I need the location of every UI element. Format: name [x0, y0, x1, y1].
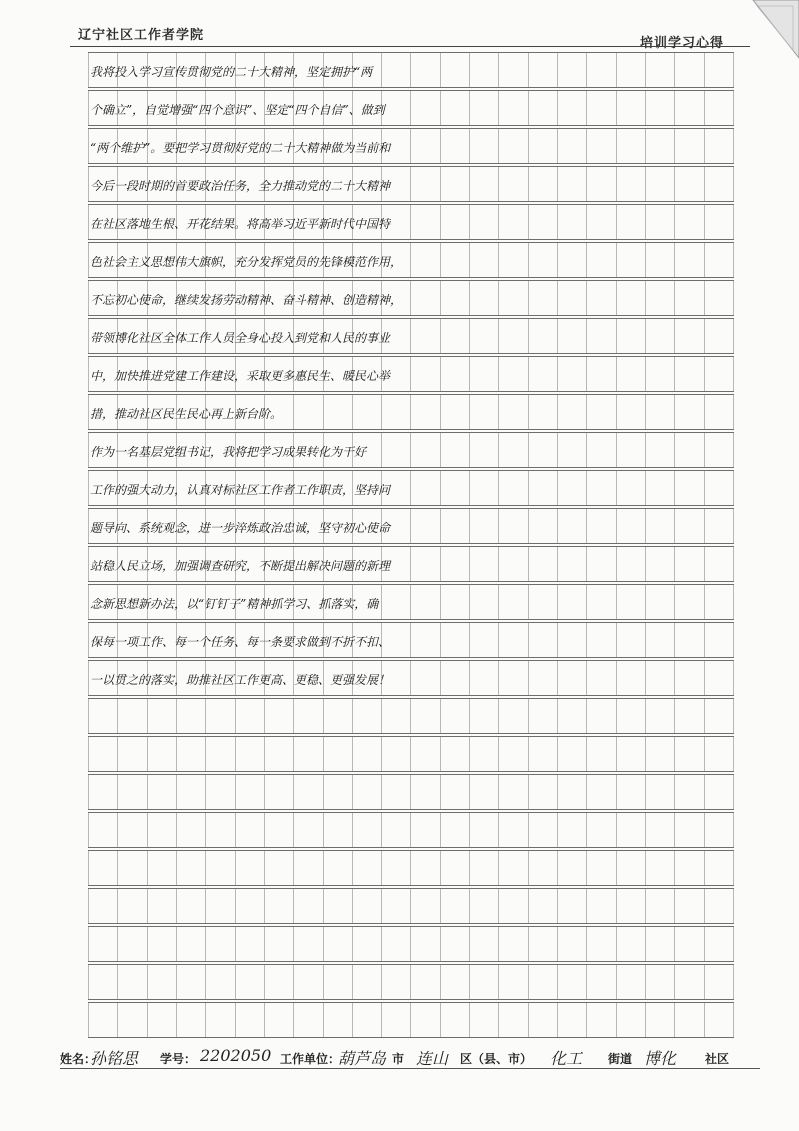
- city-value: 葫芦岛: [338, 1049, 387, 1068]
- grid-row: [88, 850, 734, 886]
- grid-row: [88, 660, 734, 696]
- writing-grid: [88, 52, 734, 1042]
- grid-row: [88, 166, 734, 202]
- street-label: 街道: [608, 1052, 633, 1066]
- district-value: 连山: [416, 1049, 449, 1068]
- name-value: 孙铭思: [90, 1049, 139, 1068]
- grid-row: [88, 1002, 734, 1038]
- grid-row: [88, 318, 734, 354]
- community-value: 博化: [644, 1049, 677, 1068]
- handwritten-line: 保每一项工作、每一个任务、每一条要求做到不折不扣、: [90, 635, 391, 649]
- handwritten-line: 不忘初心使命，继续发扬劳动精神、奋斗精神、创造精神，: [90, 293, 403, 307]
- handwritten-line: [90, 1007, 732, 1037]
- header-divider: [70, 46, 750, 47]
- handwritten-line: 色社会主义思想伟大旗帜，充分发挥党员的先锋模范作用，: [90, 255, 403, 269]
- work-unit-label: 工作单位：: [280, 1052, 341, 1066]
- handwritten-line: [90, 741, 732, 771]
- handwritten-line: 一以贯之的落实，助推社区工作更高、更稳、更强发展！: [90, 673, 391, 687]
- grid-row: [88, 52, 734, 88]
- grid-row: [88, 888, 734, 924]
- handwritten-line: 中，加快推进党建工作建设，采取更多惠民生、暖民心举: [90, 369, 391, 383]
- district-label: 区（县、市）: [460, 1052, 533, 1066]
- header-document-type: 培训学习心得: [640, 36, 725, 51]
- street-value: 化工: [550, 1049, 583, 1068]
- name-label: 姓名：: [60, 1052, 97, 1066]
- city-label: 市: [392, 1052, 405, 1066]
- grid-row: [88, 736, 734, 772]
- handwritten-line: “两个维护”。要把学习贯彻好党的二十大精神做为当前和: [90, 141, 391, 155]
- footer-info: [60, 1044, 760, 1070]
- grid-row: [88, 622, 734, 658]
- header-institution-title: 辽宁社区工作者学院: [78, 28, 205, 43]
- grid-row: [88, 584, 734, 620]
- grid-row: [88, 812, 734, 848]
- handwritten-line: 作为一名基层党组书记，我将把学习成果转化为干好: [90, 445, 367, 459]
- grid-row: [88, 356, 734, 392]
- grid-row: [88, 508, 734, 544]
- handwritten-line: 念新思想新办法，以“钉钉子”精神抓学习、抓落实，确: [90, 597, 379, 611]
- handwritten-line: 题导向、系统观念，进一步淬炼政治忠诚，坚守初心使命: [90, 521, 391, 535]
- grid-row: [88, 242, 734, 278]
- page-corner-fold-icon: [747, 0, 799, 60]
- grid-row: [88, 394, 734, 430]
- handwritten-line: 措，推动社区民生民心再上新台阶。: [90, 407, 283, 421]
- handwritten-line: [90, 855, 732, 885]
- student-id-value: 2202050: [200, 1046, 272, 1065]
- handwritten-line: 工作的强大动力，认真对标社区工作者工作职责，坚持问: [90, 483, 391, 497]
- grid-row: [88, 546, 734, 582]
- handwritten-line: [90, 931, 732, 961]
- grid-row: [88, 964, 734, 1000]
- handwritten-line: 个确立”，自觉增强“四个意识”、坚定“四个自信”、做到: [90, 103, 385, 117]
- grid-row: [88, 432, 734, 468]
- handwritten-line: [90, 817, 732, 847]
- handwritten-line: 在社区落地生根、开花结果。将高举习近平新时代中国特: [90, 217, 391, 231]
- handwritten-line: 带领博化社区全体工作人员全身心投入到党和人民的事业: [90, 331, 391, 345]
- student-id-label: 学号：: [160, 1052, 197, 1066]
- grid-row: [88, 926, 734, 962]
- community-label: 社区: [705, 1052, 730, 1066]
- grid-row: [88, 698, 734, 734]
- grid-row: [88, 128, 734, 164]
- handwritten-line: 今后一段时期的首要政治任务，全力推动党的二十大精神: [90, 179, 391, 193]
- handwritten-line: [90, 893, 732, 923]
- handwritten-line: [90, 779, 732, 809]
- grid-row: [88, 90, 734, 126]
- handwritten-line: [90, 703, 732, 733]
- grid-row: [88, 204, 734, 240]
- grid-row: [88, 280, 734, 316]
- handwritten-line: [90, 969, 732, 999]
- handwritten-line: 我将投入学习宣传贯彻党的二十大精神，坚定拥护“两: [90, 65, 373, 79]
- footer-divider: [60, 1068, 760, 1069]
- handwritten-line: 站稳人民立场，加强调查研究，不断提出解决问题的新理: [90, 559, 391, 573]
- grid-row: [88, 470, 734, 506]
- grid-row: [88, 774, 734, 810]
